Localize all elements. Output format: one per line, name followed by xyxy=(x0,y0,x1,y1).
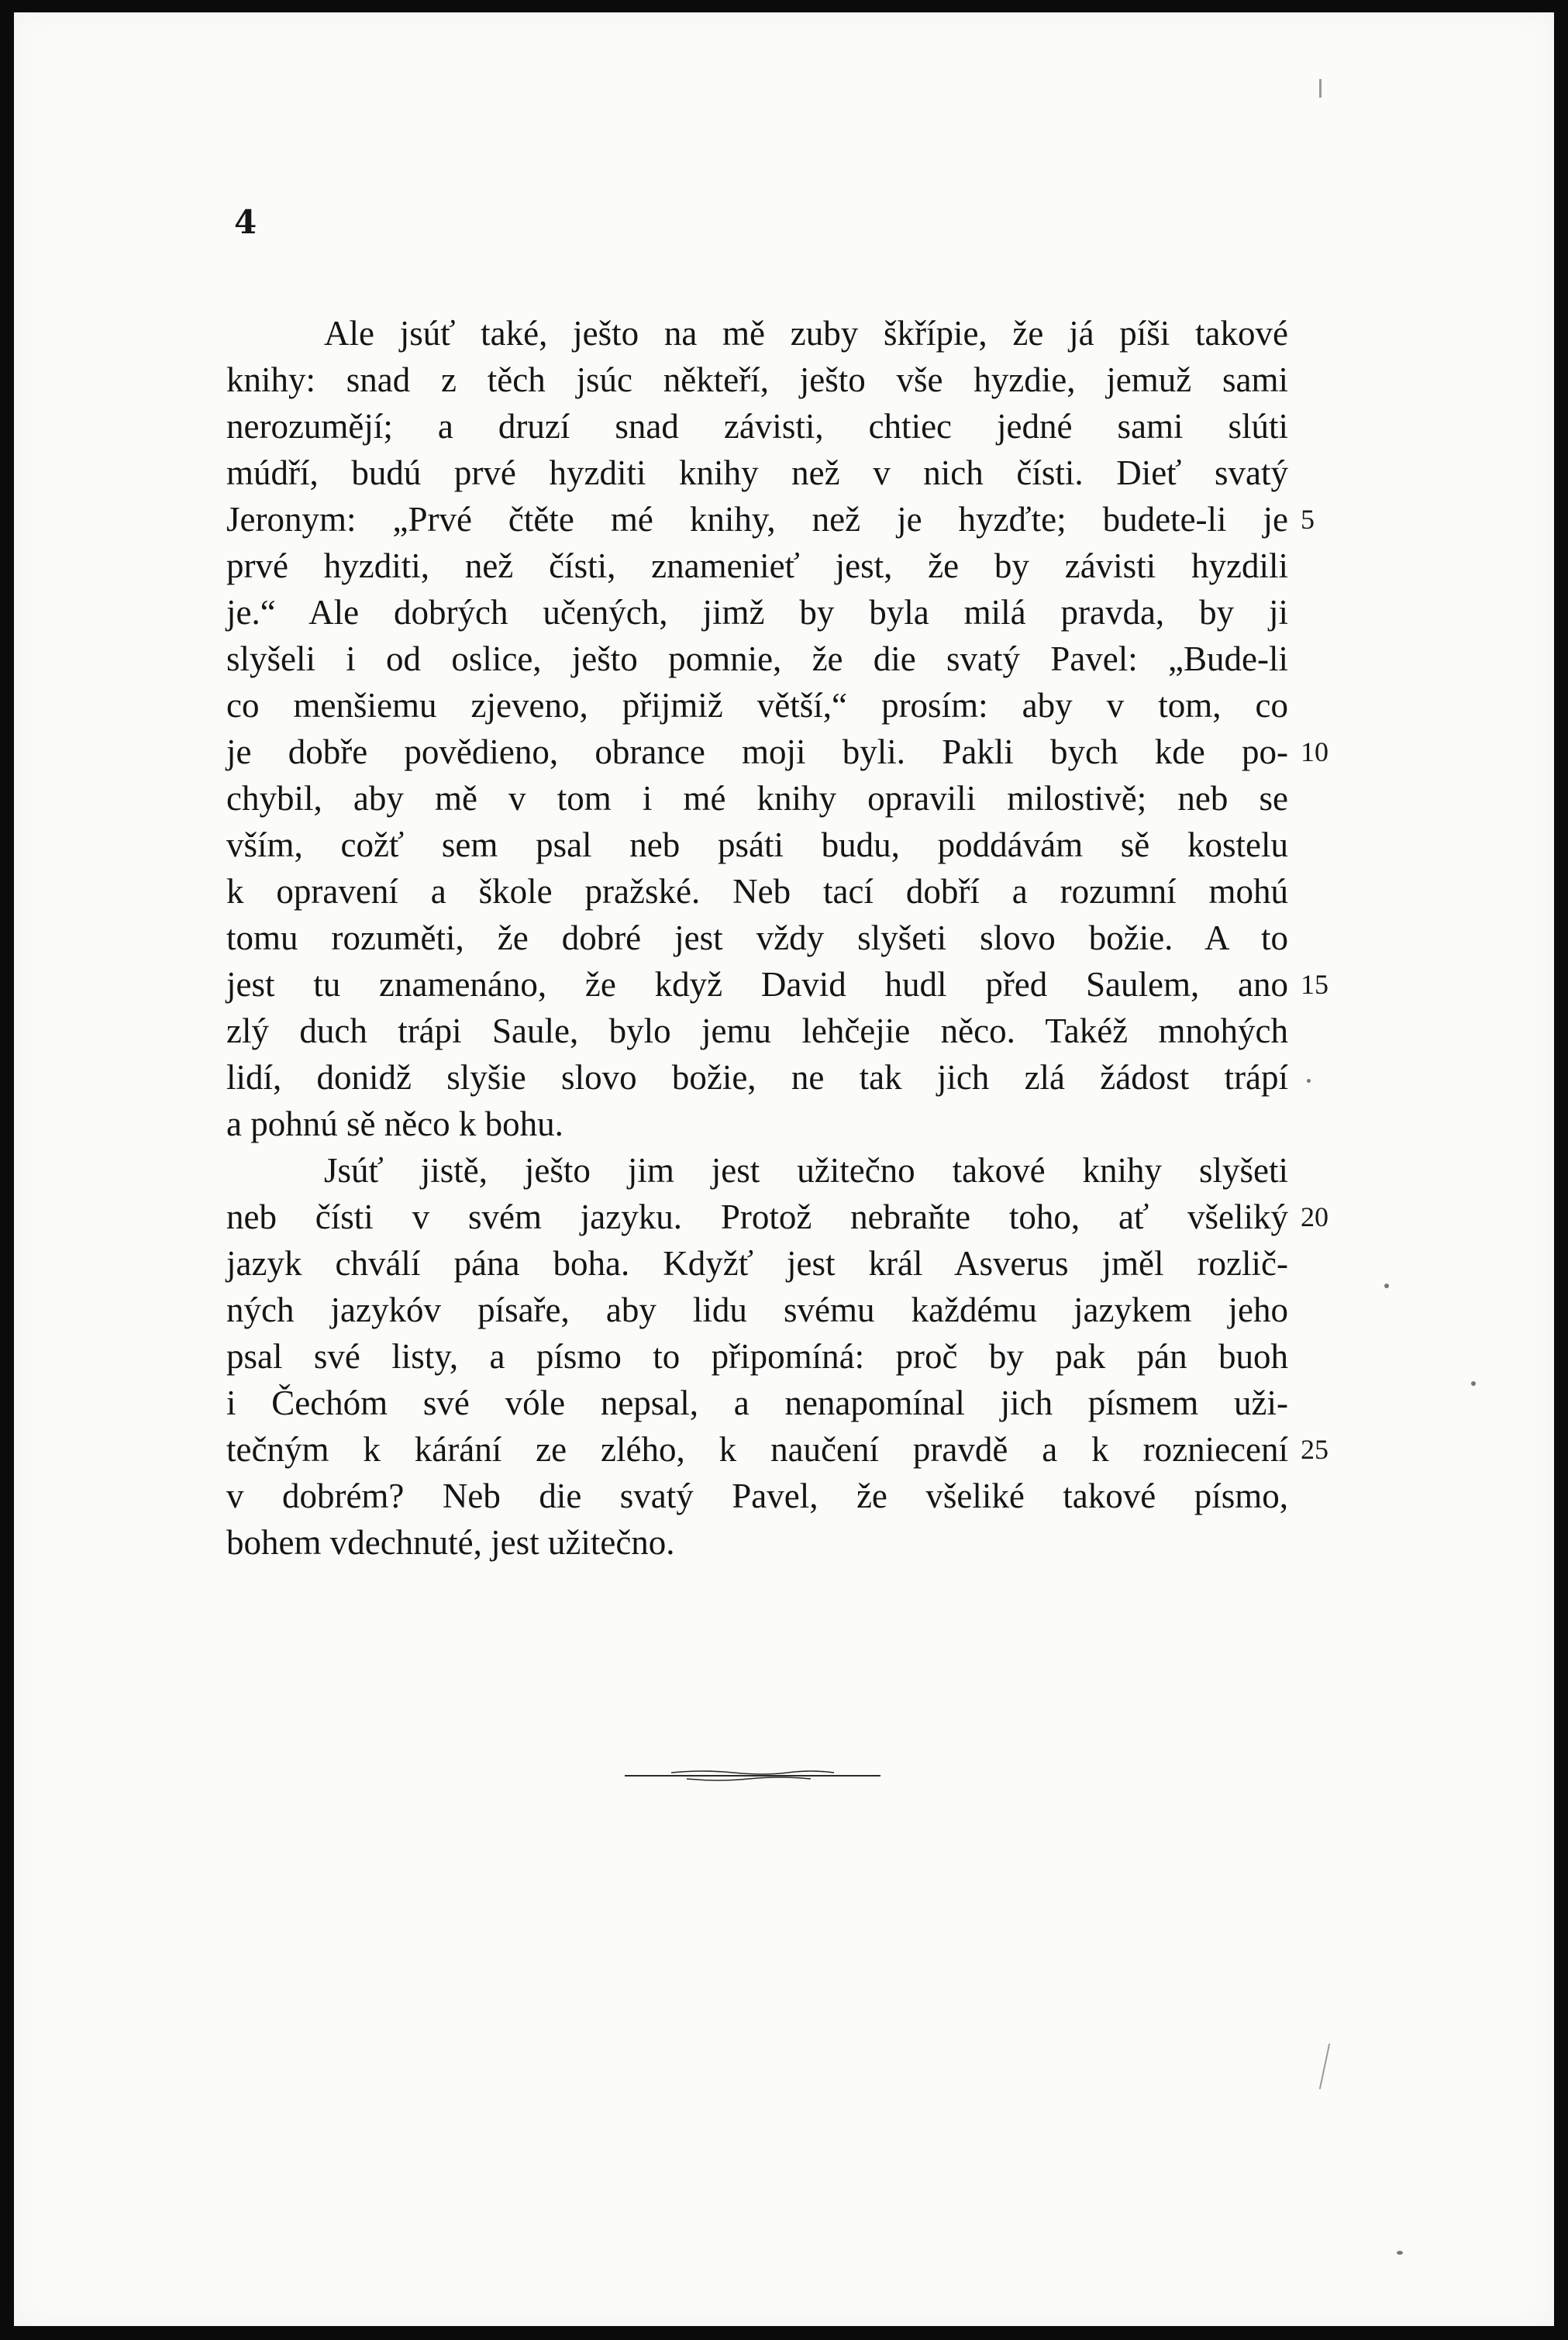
text-line: vším, cožť sem psal neb psáti budu, poddávám sě kostelu xyxy=(226,825,1288,864)
text-line: lidí, donidž slyšie slovo božie, ne tak jich zlá žádost trápí xyxy=(226,1058,1288,1097)
ink-speck xyxy=(1307,1079,1311,1083)
text-line: jest tu znamenáno, že když David hudl před Saulem, ano xyxy=(226,965,1288,1004)
text-line: co menšiemu zjeveno, přijmiž větší,“ prosím: aby v tom, co xyxy=(226,686,1288,725)
text-line: ných jazykóv písaře, aby lidu svému každému jazykem jeho xyxy=(226,1291,1288,1329)
text-line: neb čísti v svém jazyku. Protož nebraňte toho, ať všeliký xyxy=(226,1198,1288,1236)
page-number: 4 xyxy=(234,203,257,241)
text-line: bohem vdechnuté, jest užitečno. xyxy=(226,1523,675,1562)
document-page xyxy=(14,12,1554,2326)
text-line: psal své listy, a písmo to připomíná: proč by pak pán buoh xyxy=(226,1337,1288,1376)
line-number: 25 xyxy=(1301,1434,1328,1465)
text-line: Jeronym: „Prvé čtěte mé knihy, než je hyzďte; budete-li je xyxy=(226,500,1288,539)
text-line: tomu rozuměti, že dobré jest vždy slyšeti slovo božie. A to xyxy=(226,918,1288,957)
text-line: slyšeli i od oslice, ješto pomnie, že die svatý Pavel: „Bude-li xyxy=(226,639,1288,678)
text-line: Jsúť jistě, ješto jim jest užitečno takové knihy slyšeti xyxy=(324,1151,1288,1190)
text-line: je dobře povědieno, obrance moji byli. Pakli bych kde po- xyxy=(226,732,1288,771)
line-number: 15 xyxy=(1301,969,1328,1000)
text-line: nerozumějí; a druzí snad závisti, chtiec jedné sami slúti xyxy=(226,407,1288,446)
line-number: 10 xyxy=(1301,736,1328,767)
text-line: jazyk chválí pána boha. Kdyžť jest král Asverus jměl rozlič- xyxy=(226,1244,1288,1283)
ink-speck xyxy=(1384,1284,1389,1288)
ornamental-divider xyxy=(625,1769,880,1783)
ink-speck xyxy=(1471,1381,1476,1386)
text-line: chybil, aby mě v tom i mé knihy opravili milostivě; neb se xyxy=(226,779,1288,818)
text-line: v dobrém? Neb die svatý Pavel, že všeliké takové písmo, xyxy=(226,1477,1288,1515)
text-line: múdří, budú prvé hyzditi knihy než v nich čísti. Dieť svatý xyxy=(226,453,1288,492)
text-line: Ale jsúť také, ješto na mě zuby škřípie, že já píši takové xyxy=(324,314,1288,353)
text-line: a pohnú sě něco k bohu. xyxy=(226,1105,563,1143)
line-number: 5 xyxy=(1301,504,1315,535)
text-line: tečným k kárání ze zlého, k naučení pravdě a k rozniecení xyxy=(226,1430,1288,1469)
line-number: 20 xyxy=(1301,1201,1328,1232)
text-line: prvé hyzditi, než čísti, znamenieť jest, že by závisti hyzdili xyxy=(226,546,1288,585)
edge-mark xyxy=(1319,79,1322,98)
text-line: zlý duch trápi Saule, bylo jemu lehčejie něco. Takéž mnohých xyxy=(226,1011,1288,1050)
edge-mark xyxy=(1319,2043,1330,2089)
text-line: je.“ Ale dobrých učených, jimž by byla milá pravda, by ji xyxy=(226,593,1288,632)
text-line: k opravení a škole pražské. Neb tací dobří a rozumní mohú xyxy=(226,872,1288,911)
ink-speck xyxy=(1397,2251,1403,2255)
text-line: i Čechóm své vóle nepsal, a nenapomínal jich písmem uži- xyxy=(226,1384,1288,1422)
text-line: knihy: snad z těch jsúc někteří, ješto vše hyzdie, jemuž sami xyxy=(226,360,1288,399)
